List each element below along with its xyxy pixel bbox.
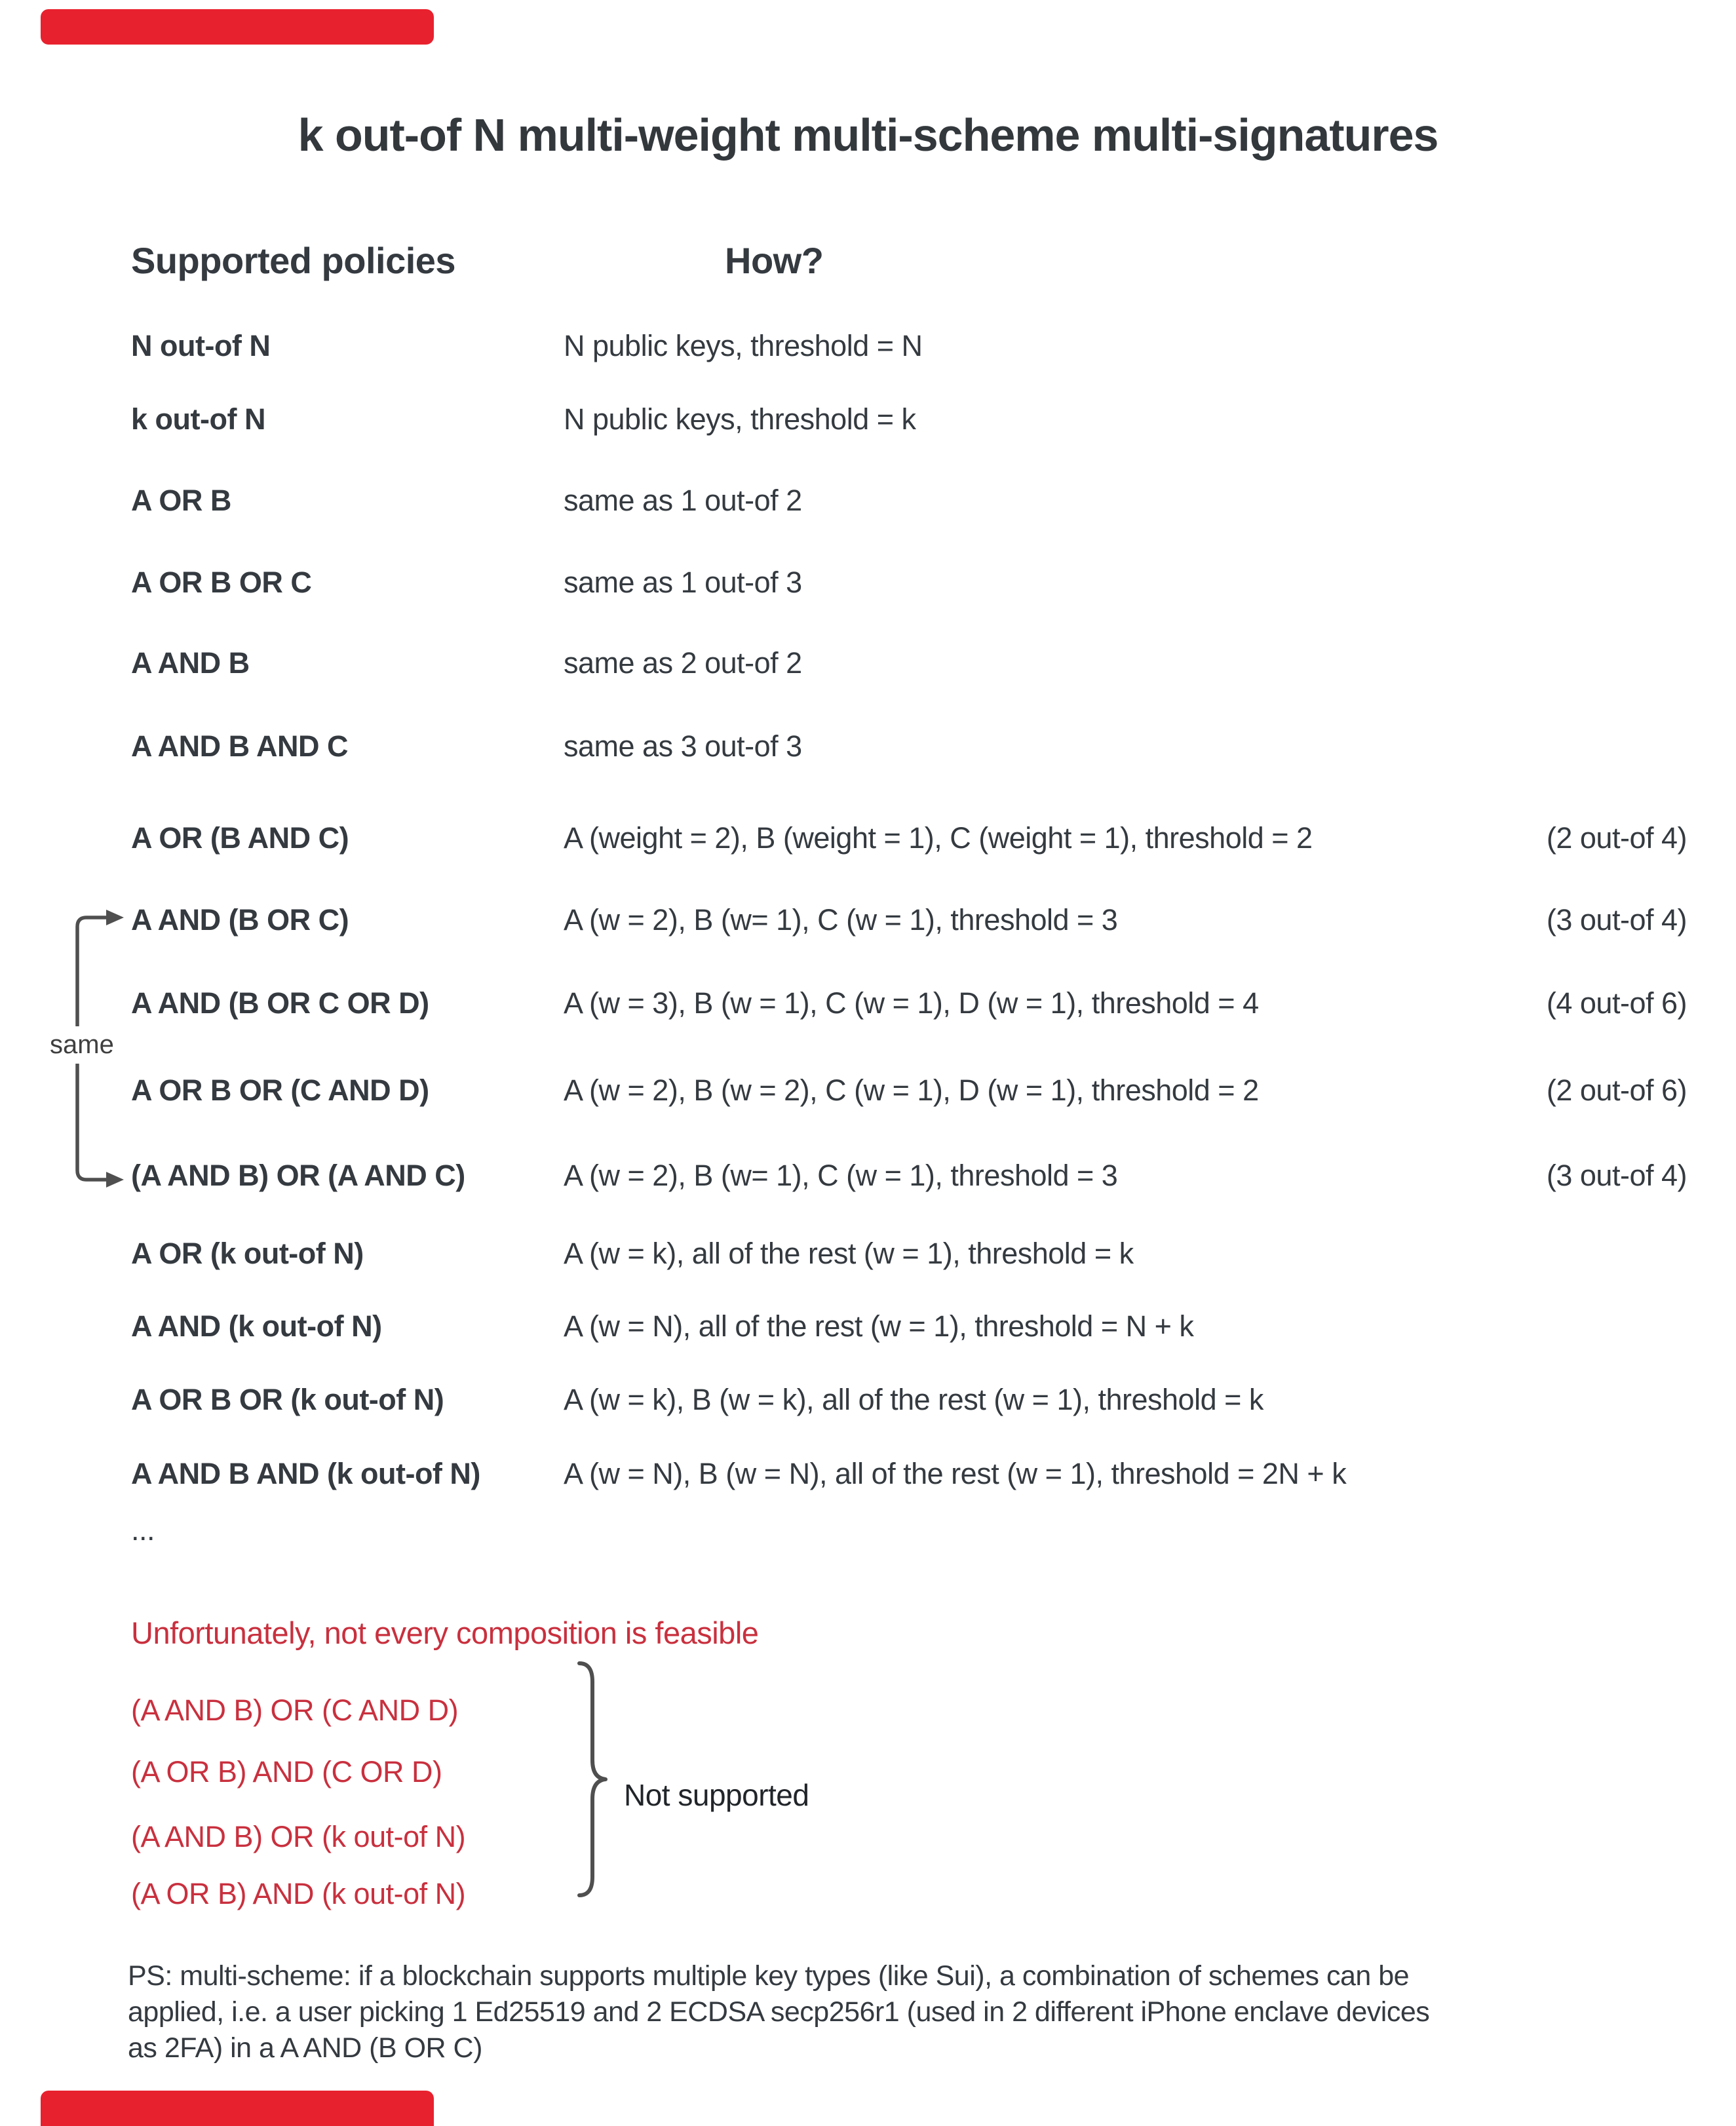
ps-note-line: applied, i.e. a user picking 1 Ed25519 and 2 ECDSA secp256r1 (used in 2 different iPhone enclave devices [128,1996,1430,2028]
table-row [131,482,1687,519]
table-row [131,728,1687,765]
policy-label: A OR (B AND C) [131,821,349,855]
how-description: A (w = k), all of the rest (w = 1), threshold = k [564,1237,1134,1270]
equivalence-annotation: (2 out-of 4) [1546,821,1687,855]
how-description: A (w = N), B (w = N), all of the rest (w = 1), threshold = 2N + k [564,1457,1347,1490]
infeasible-title: Unfortunately, not every composition is feasible [131,1615,759,1650]
policy-table [131,241,1687,1549]
how-description: A (w = 2), B (w = 2), C (w = 1), D (w = 1), threshold = 2 [564,1073,1259,1107]
same-label: same [45,1026,119,1064]
curly-brace-icon [575,1661,608,1898]
policy-label: A AND (k out-of N) [131,1309,382,1343]
how-description: A (w = 2), B (w= 1), C (w = 1), threshold = 3 [564,1159,1118,1192]
equivalence-annotation: (4 out-of 6) [1546,986,1687,1020]
policy-label: A AND B [131,646,250,680]
table-row [131,985,1687,1022]
table-row [131,564,1687,601]
how-description: N public keys, threshold = k [564,402,916,436]
how-description: same as 3 out-of 3 [564,729,802,763]
infeasible-item: (A OR B) AND (k out-of N) [131,1877,466,1910]
policy-label: A AND B AND C [131,729,348,763]
not-supported-label: Not supported [624,1778,809,1812]
policy-label: A OR B [131,484,231,517]
policy-label: A AND (B OR C) [131,903,349,937]
policy-label: A OR B OR C [131,566,312,599]
infeasible-item: (A OR B) AND (C OR D) [131,1755,442,1788]
how-description: N public keys, threshold = N [564,329,923,362]
how-description: A (w = 2), B (w= 1), C (w = 1), threshold = 3 [564,903,1118,937]
equivalence-annotation: (2 out-of 6) [1546,1073,1687,1107]
ps-note-line: as 2FA) in a A AND (B OR C) [128,2032,482,2064]
table-row [131,820,1687,857]
column-header-how: How? [725,240,824,281]
red-accent-bar-top [41,9,434,45]
arrow-right-icon [106,1172,124,1188]
how-description: same as 1 out-of 3 [564,566,802,599]
infeasible-section [131,1614,758,1914]
how-description: same as 1 out-of 2 [564,484,802,517]
how-description: A (w = N), all of the rest (w = 1), threshold = N + k [564,1309,1194,1343]
page-title: k out-of N multi-weight multi-scheme multi-signatures [298,109,1438,161]
how-description: A (w = k), B (w = k), all of the rest (w = 1), threshold = k [564,1383,1263,1416]
table-row [131,401,1687,438]
table-row [131,1157,1687,1194]
how-description: A (w = 3), B (w = 1), C (w = 1), D (w = 1), threshold = 4 [564,986,1259,1020]
equivalence-annotation: (3 out-of 4) [1546,903,1687,937]
table-row [131,1235,1687,1272]
arrow-right-icon [106,910,124,925]
policy-label: k out-of N [131,402,265,436]
table-row [131,1072,1687,1109]
infeasible-item: (A AND B) OR (C AND D) [131,1693,459,1727]
policy-label: A OR B OR (C AND D) [131,1073,429,1107]
ellipsis-row: ... [131,1513,155,1547]
how-description: same as 2 out-of 2 [564,646,802,680]
table-row [131,1456,1687,1492]
column-header-policies: Supported policies [131,240,456,281]
table-row [131,328,1687,364]
policy-label: A AND (B OR C OR D) [131,986,429,1020]
equivalence-annotation: (3 out-of 4) [1546,1159,1687,1192]
table-row [131,902,1687,938]
ps-note-line: PS: multi-scheme: if a blockchain supports multiple key types (like Sui), a combination of schemes can be [128,1960,1410,1992]
red-accent-bar-bottom [41,2091,434,2126]
table-header-row [131,241,1687,280]
policy-label: N out-of N [131,329,271,362]
policy-label: (A AND B) OR (A AND C) [131,1159,465,1192]
table-row [131,1382,1687,1418]
policy-label: A OR B OR (k out-of N) [131,1383,444,1416]
policy-label: A OR (k out-of N) [131,1237,364,1270]
ps-note [128,1958,1655,2066]
infeasible-item: (A AND B) OR (k out-of N) [131,1820,466,1853]
policy-label: A AND B AND (k out-of N) [131,1457,480,1490]
table-row [131,645,1687,682]
table-rows [131,328,1687,1492]
table-row [131,1308,1687,1345]
how-description: A (weight = 2), B (weight = 1), C (weight = 1), threshold = 2 [564,821,1313,855]
